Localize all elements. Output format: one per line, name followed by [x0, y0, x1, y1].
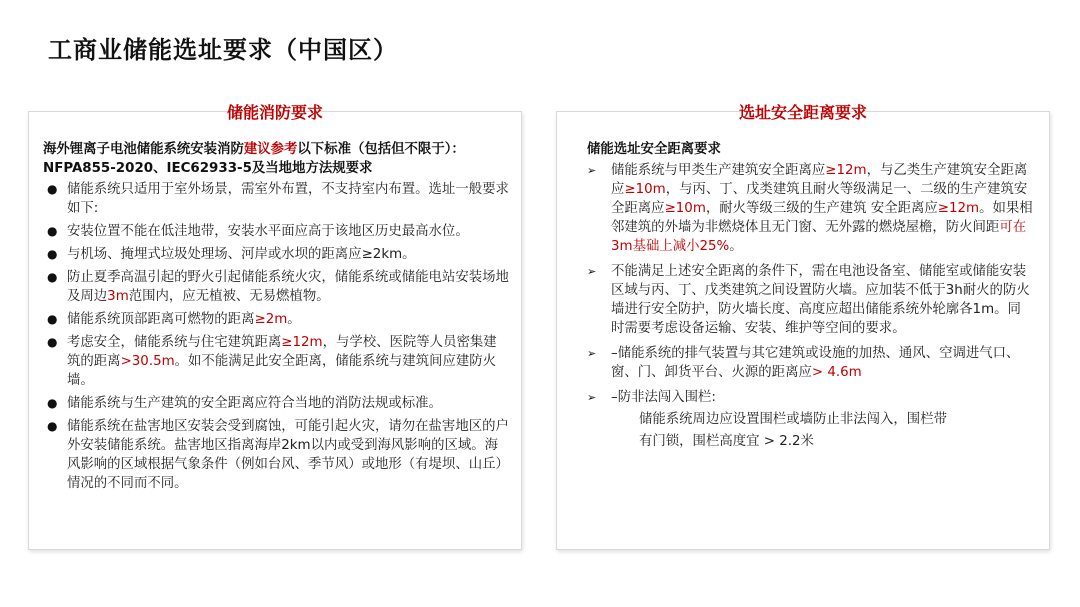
list-item: ● 储能系统在盐害地区安装会受到腐蚀，可能引起火灾，请勿在盐害地区的户外安装储能系统。盐害地区指离海岸2km以内或受到海风影响的区域。海风影响的区域根据气象条件（例如台风、季节风）或地形（有堤坝、山丘）情况的不同而不同。	[47, 419, 509, 491]
list-item: ➢ 不能满足上述安全距离的条件下，需在电池设备室、储能室或储能安装区域与丙、丁、戊类建筑之间设置防火墙。应加装不低于3h耐火的防火墙进行安全防护，防火墙长度、高度应超出储能系统外轮廓各1m。同时需要考虑设备运输、安装、维护等空间的要求。	[587, 264, 1030, 336]
distance-requirements-list	[587, 161, 1033, 453]
list-item: ● 储能系统只适用于室外场景，需室外布置，不支持室内布置。选址一般要求如下:	[47, 182, 509, 216]
page-title: 工商业储能选址要求（中国区）	[48, 36, 398, 64]
bullet-dot-icon: ●	[47, 419, 58, 433]
arrow-bullet-icon: ➢	[587, 265, 597, 278]
list-item: ➢ –储能系统的排气装置与其它建筑或设施的加热、通风、空调进气口、窗、门、卸货平台、火源的距离应> 4.6m	[587, 346, 1020, 380]
site-distance-header: 选址安全距离要求	[738, 103, 867, 122]
intro-text-1: 海外锂离子电池储能系统安装消防	[43, 142, 244, 157]
list-item: ● 防止夏季高温引起的野火引起储能系统火灾，储能系统或储能电站安装场地及周边3m范围内，应无植被、无易燃植物。	[47, 270, 509, 304]
list-item: ● 储能系统与生产建筑的安全距离应符合当地的消防法规或标准。	[47, 396, 442, 411]
fence-line-2: 有门锁，围栏高度宜 > 2.2米	[639, 434, 814, 449]
list-item: ● 考虑安全，储能系统与住宅建筑距离≥12m，与学校、医院等人员密集建筑的距离>30.5m。如不能满足此安全距离，储能系统与建筑间应建防火墙。	[47, 335, 497, 388]
fire-protection-body	[43, 140, 509, 497]
fence-description	[639, 409, 1033, 453]
arrow-bullet-icon: ➢	[587, 347, 597, 360]
bullet-dot-icon: ●	[47, 396, 58, 410]
fence-line-1: 储能系统周边应设置围栏或墙防止非法闯入，围栏带	[639, 412, 947, 427]
fire-protection-panel	[28, 103, 522, 550]
list-item: ➢ –防非法闯入围栏: 储能系统周边应设置围栏或墙防止非法闯入，围栏带 有门锁，围栏高度宜 > 2.2米	[587, 388, 1033, 453]
site-distance-subtitle: 储能选址安全距离要求	[587, 142, 721, 157]
bullet-dot-icon: ●	[47, 247, 58, 261]
bullet-dot-icon: ●	[47, 312, 58, 326]
list-item: ➢ 储能系统与甲类生产建筑安全距离应≥12m，与乙类生产建筑安全距离应≥10m，与丙、丁、戊类建筑且耐火等级满足一、二级的生产建筑安全距离应≥10m，耐火等级三级的生产建筑 安全距离应≥12m。如果相邻建筑的外墙为非燃烧体且无门窗、无外露的燃烧屋檐，防火间距可在3m基础上减小25%。	[587, 163, 1033, 254]
site-distance-panel	[556, 103, 1050, 550]
intro-red-text: 建议参考	[243, 142, 298, 157]
standards-intro	[43, 140, 509, 178]
list-item: ● 与机场、掩埋式垃圾处理场、河岸或水坝的距离应≥2km。	[47, 247, 416, 262]
bullet-dot-icon: ●	[47, 335, 58, 349]
arrow-bullet-icon: ➢	[587, 391, 597, 404]
site-distance-body	[587, 140, 1033, 459]
list-item: ● 储能系统顶部距离可燃物的距离≥2m。	[47, 312, 301, 327]
list-item: ● 安装位置不能在低洼地带，安装水平面应高于该地区历史最高水位。	[47, 224, 469, 239]
intro-text-2: 以下标准（包括但不限于）：NFPA855-2020、IEC62933-5及当地地方法规要求	[43, 142, 465, 176]
bullet-dot-icon: ●	[47, 224, 58, 238]
fire-protection-header: 储能消防要求	[226, 103, 323, 122]
bullet-dot-icon: ●	[47, 182, 58, 196]
bullet-dot-icon: ●	[47, 270, 58, 284]
arrow-bullet-icon: ➢	[587, 164, 597, 177]
fire-requirements-list	[43, 180, 509, 493]
